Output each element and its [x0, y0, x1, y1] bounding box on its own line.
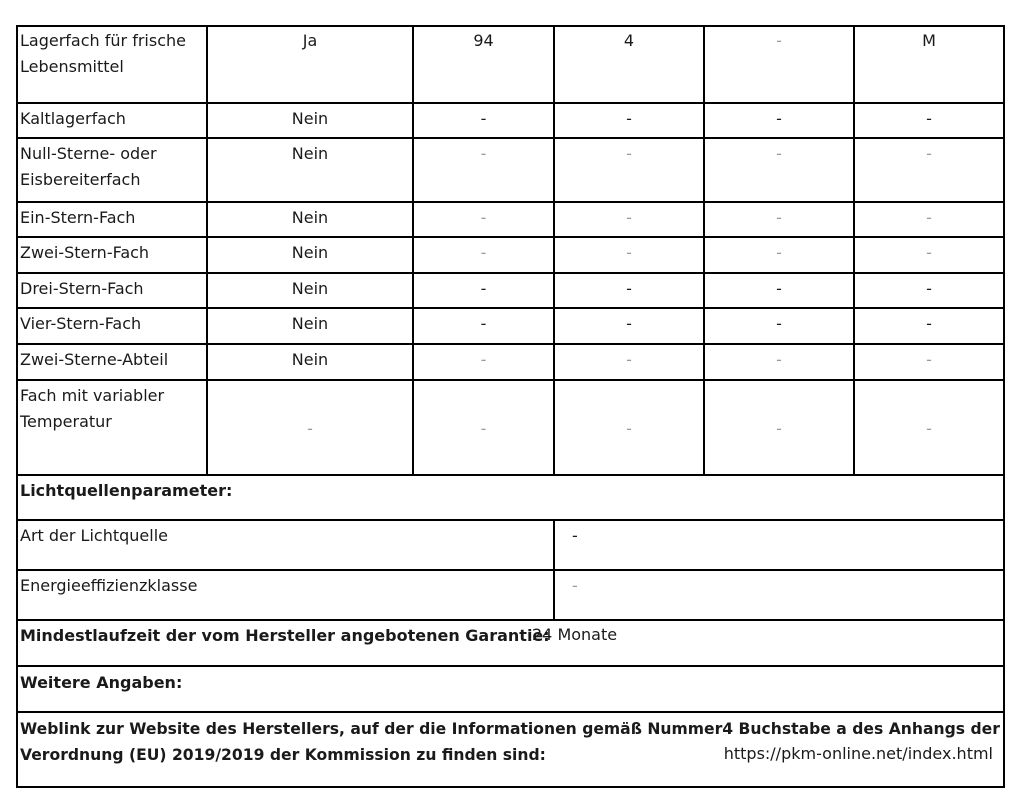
grid-line [16, 236, 1005, 238]
row-label: Zwei-Stern-Fach [20, 243, 150, 262]
light-source-type-label: Art der Lichtquelle [20, 526, 168, 545]
cell-value-2: - [626, 208, 632, 227]
row-label: Drei-Stern-Fach [20, 279, 144, 298]
grid-line [853, 25, 855, 476]
grid-line [412, 25, 414, 476]
cell-present: Nein [291, 109, 329, 128]
light-source-heading: Lichtquellenparameter: [20, 481, 233, 500]
cell-value-2: - [626, 243, 632, 262]
grid-line [16, 379, 1005, 381]
grid-line [1003, 25, 1005, 788]
cell-value-4: - [926, 314, 932, 333]
light-source-type-value: - [572, 526, 578, 545]
energy-label-table [16, 25, 1005, 788]
warranty-label: Mindestlaufzeit der vom Hersteller angebotenen Garantie: [20, 626, 550, 645]
cell-value-2: 4 [623, 31, 635, 50]
cell-value-4: M [922, 31, 936, 50]
row-label: Vier-Stern-Fach [20, 314, 142, 333]
cell-value-4: - [926, 109, 932, 128]
cell-value-1: - [480, 314, 487, 333]
cell-value-3: - [776, 350, 782, 369]
row-label: Kaltlagerfach [20, 109, 126, 128]
cell-value-3: - [776, 208, 782, 227]
cell-value-3: - [776, 31, 782, 50]
cell-value-4: - [926, 144, 932, 163]
grid-line [16, 786, 1005, 788]
cell-value-2: - [626, 279, 632, 298]
grid-line [16, 519, 1005, 521]
cell-value-3: - [776, 109, 782, 128]
cell-present: Nein [291, 314, 329, 333]
cell-value-3: - [776, 243, 782, 262]
cell-present: Nein [291, 350, 329, 369]
cell-value-2: - [626, 350, 632, 369]
cell-value-3: - [776, 419, 782, 438]
row-label: Zwei-Sterne-Abteil [20, 350, 169, 369]
row-label: Lagerfach für frische Lebensmittel [20, 31, 186, 76]
grid-line [16, 569, 1005, 571]
energy-class-value: - [572, 576, 578, 595]
cell-value-1: - [480, 350, 487, 369]
grid-line [16, 307, 1005, 309]
cell-value-2: - [626, 419, 632, 438]
grid-line [16, 619, 1005, 621]
cell-value-4: - [926, 419, 932, 438]
cell-value-1: - [480, 279, 487, 298]
grid-line [16, 201, 1005, 203]
cell-value-4: - [926, 208, 932, 227]
cell-value-1: - [480, 419, 487, 438]
cell-value-3: - [776, 279, 782, 298]
weblink-text-line-2: Verordnung (EU) 2019/2019 der Kommission zu finden sind: [20, 746, 546, 764]
grid-line [553, 519, 555, 621]
cell-value-1: - [480, 243, 487, 262]
grid-line [206, 25, 208, 476]
weblink-text-line-1: Weblink zur Website des Herstellers, auf der die Informationen gemäß Nummer4 Buchstabe a des Anhangs der [20, 720, 1000, 738]
grid-line [16, 102, 1005, 104]
cell-present: Nein [291, 243, 329, 262]
grid-line [703, 25, 705, 476]
cell-value-1: 94 [473, 31, 494, 50]
grid-line [16, 665, 1005, 667]
grid-line [16, 25, 1005, 27]
cell-value-2: - [626, 144, 632, 163]
grid-line [16, 272, 1005, 274]
cell-value-4: - [926, 279, 932, 298]
cell-present: Nein [291, 144, 329, 163]
cell-present: Ja [302, 31, 318, 50]
cell-value-1: - [480, 208, 487, 227]
energy-class-label: Energieeffizienzklasse [20, 576, 198, 595]
cell-value-2: - [626, 109, 632, 128]
row-label: Ein-Stern-Fach [20, 208, 136, 227]
more-info-label: Weitere Angaben: [20, 673, 183, 692]
row-label: Fach mit variabler Temperatur [20, 386, 165, 431]
grid-line [16, 25, 18, 788]
cell-present: Nein [291, 208, 329, 227]
cell-value-4: - [926, 243, 932, 262]
cell-present: Nein [291, 279, 329, 298]
grid-line [16, 474, 1005, 476]
cell-present: - [307, 419, 313, 438]
cell-value-4: - [926, 350, 932, 369]
grid-line [553, 25, 555, 476]
cell-value-3: - [776, 314, 782, 333]
grid-line [16, 343, 1005, 345]
grid-line [16, 711, 1005, 713]
cell-value-1: - [480, 144, 487, 163]
cell-value-1: - [480, 109, 487, 128]
manufacturer-weblink[interactable]: https://pkm-online.net/index.html [723, 744, 993, 763]
cell-value-3: - [776, 144, 782, 163]
grid-line [16, 137, 1005, 139]
warranty-value: 24 Monate [532, 625, 618, 644]
row-label: Null-Sterne- oder Eisbereiterfach [20, 144, 157, 189]
cell-value-2: - [626, 314, 632, 333]
